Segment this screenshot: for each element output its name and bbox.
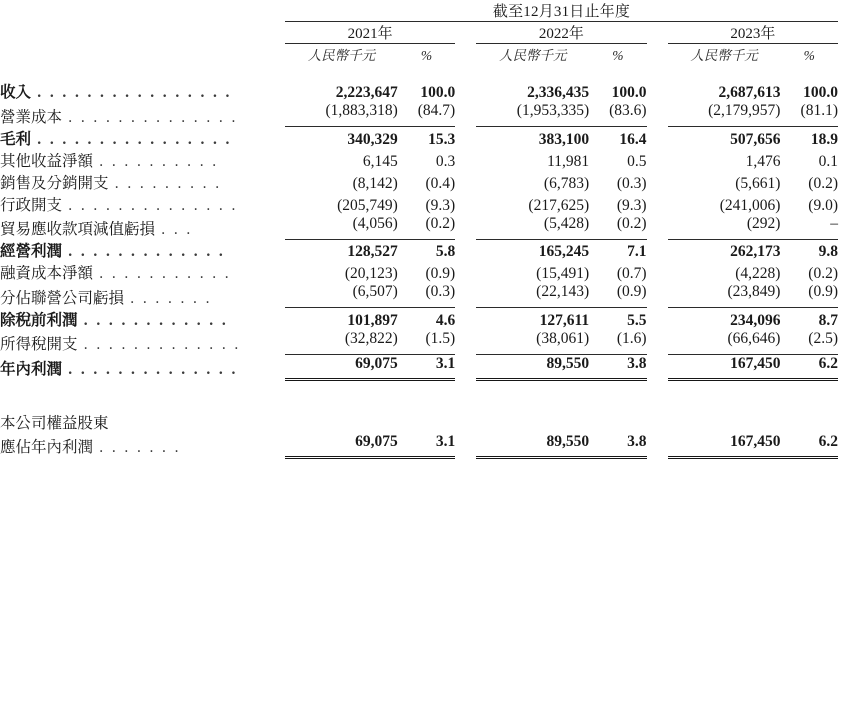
amount-2023: 262,173 <box>730 243 781 260</box>
header-period-title: 截至12月31日止年度 <box>285 0 838 22</box>
header-year-row <box>0 22 838 44</box>
column-gap <box>647 215 668 240</box>
footer-heading-blank <box>285 411 838 433</box>
leader-dots: . . . . . . . . . . . . . . . . <box>31 84 232 101</box>
footer-amount-2023: 167,450 <box>668 433 781 458</box>
amount-2021: (6,507) <box>285 283 398 308</box>
column-gap <box>455 239 476 261</box>
row-label-text: 收入 <box>0 84 32 101</box>
leader-dots: . . . . . . . . . . . . . . <box>62 196 238 214</box>
column-gap <box>455 330 476 355</box>
amount-2023: 234,096 <box>730 311 781 329</box>
row-label-text: 貿易應收款項減值虧損 <box>0 221 156 238</box>
table-row <box>0 193 838 215</box>
table-body <box>0 80 838 379</box>
row-label-text: 經營利潤 <box>0 243 63 260</box>
leader-dots: . . . . . . . . . . . . <box>77 311 229 329</box>
leader-dots: . . . . . . . . . <box>108 174 222 192</box>
table-row <box>0 149 838 171</box>
header-body-spacer <box>0 64 838 80</box>
percent-2022: 5.5 <box>627 311 647 329</box>
amount-2023: (23,849) <box>668 283 781 308</box>
amount-2021: 6,145 <box>362 152 398 170</box>
leader-dots: . . . . . . . . . . <box>93 152 219 170</box>
header-percent-2022: % <box>612 48 624 63</box>
leader-dots: . . . . . . . . . . . . . . <box>62 108 238 126</box>
column-gap <box>455 149 476 171</box>
column-gap <box>647 171 668 193</box>
percent-2021: (84.7) <box>398 102 455 127</box>
footer-amount-2022: 89,550 <box>476 433 589 458</box>
amount-2021: (32,822) <box>285 330 398 355</box>
column-gap <box>647 239 668 261</box>
amount-2023: 1,476 <box>745 152 781 170</box>
table-row <box>0 215 838 240</box>
column-gap <box>647 102 668 127</box>
row-label-income-tax-expense <box>0 330 285 355</box>
row-label-profit-before-tax <box>0 308 285 330</box>
column-gap <box>647 149 668 171</box>
header-unit-2023: 人民幣千元 <box>690 48 758 63</box>
percent-2023: 9.8 <box>818 243 838 260</box>
footer-amount-2021: 69,075 <box>285 433 398 458</box>
percent-2021: (0.4) <box>425 174 456 192</box>
row-label-administrative-expenses <box>0 193 285 215</box>
header-year-2023: 2023年 <box>668 22 838 44</box>
header-unit-row <box>0 44 838 65</box>
row-label-impairment-trade-receivables <box>0 215 285 240</box>
footer-total-label <box>0 433 285 458</box>
footer-percent-2023: 6.2 <box>780 433 838 458</box>
percent-2021: (0.2) <box>398 215 455 240</box>
amount-2022: 165,245 <box>538 243 590 260</box>
percent-2023: (0.9) <box>780 283 838 308</box>
percent-2022: (9.3) <box>616 196 647 214</box>
table-row <box>0 80 838 102</box>
column-gap <box>647 261 668 283</box>
row-label-text: 銷售及分銷開支 <box>0 174 109 192</box>
percent-2023: (9.0) <box>808 196 838 214</box>
amount-2023: (66,646) <box>668 330 781 355</box>
percent-2021: (0.3) <box>398 283 455 308</box>
percent-2023: 100.0 <box>803 84 838 101</box>
leader-dots: . . . . . . . . . . . . . <box>62 243 226 260</box>
row-label-text: 營業成本 <box>0 108 63 126</box>
column-gap <box>455 433 476 458</box>
percent-2021: 3.1 <box>398 354 455 379</box>
column-gap <box>455 215 476 240</box>
header-corner-blank <box>0 0 285 22</box>
header-gap-2 <box>647 22 668 44</box>
amount-2022: (5,428) <box>476 215 589 240</box>
percent-2022: (83.6) <box>589 102 646 127</box>
percent-2021: 0.3 <box>435 152 456 170</box>
percent-2023: (2.5) <box>780 330 838 355</box>
leader-dots: . . . . . . . . . . . . . . . . <box>31 130 232 148</box>
percent-2023: (0.2) <box>808 265 838 282</box>
leader-dots: . . . . . . . . . . . . . . <box>62 361 238 378</box>
percent-2023: (81.1) <box>780 102 838 127</box>
footer-percent-2022: 3.8 <box>589 433 646 458</box>
amount-2022: 383,100 <box>538 130 590 148</box>
percent-2023: 0.1 <box>818 152 838 170</box>
percent-2022: 3.8 <box>589 354 646 379</box>
percent-2022: (0.7) <box>616 265 647 282</box>
table-row <box>0 102 838 127</box>
amount-2022: (6,783) <box>543 174 590 192</box>
amount-2023: (5,661) <box>735 174 781 192</box>
percent-2021: 100.0 <box>420 84 456 101</box>
amount-2023: (241,006) <box>719 196 781 214</box>
leader-dots: . . . . . . . <box>124 289 212 307</box>
header-gap-4 <box>647 44 668 65</box>
percent-2022: 100.0 <box>611 84 647 101</box>
column-gap <box>647 127 668 149</box>
percent-2021: (0.9) <box>425 265 456 282</box>
footer-total-row <box>0 433 838 458</box>
amount-2021: (1,883,318) <box>285 102 398 127</box>
column-gap <box>455 193 476 215</box>
row-label-profit-for-the-year <box>0 354 285 379</box>
header-unit-2021: 人民幣千元 <box>307 48 376 63</box>
row-label-text: 其他收益淨額 <box>0 152 94 170</box>
footer-spacer <box>0 379 838 411</box>
table-row <box>0 308 838 330</box>
row-label-text: 年內利潤 <box>0 361 63 378</box>
amount-2021: (4,056) <box>285 215 398 240</box>
row-label-revenue <box>0 80 285 102</box>
amount-2021: 2,223,647 <box>335 84 398 101</box>
amount-2022: (22,143) <box>476 283 589 308</box>
column-gap <box>647 283 668 308</box>
percent-2022: (0.9) <box>589 283 646 308</box>
column-gap <box>647 193 668 215</box>
column-gap <box>647 308 668 330</box>
table-row <box>0 283 838 308</box>
amount-2022: 2,336,435 <box>527 84 590 101</box>
header-unit-2022: 人民幣千元 <box>498 48 567 63</box>
table-footer-block <box>0 379 838 457</box>
footer-total-label-text: 應佔年內利潤 <box>0 439 94 456</box>
row-label-text: 分佔聯營公司虧損 <box>0 289 125 307</box>
column-gap <box>647 80 668 102</box>
percent-2023: 8.7 <box>818 311 838 329</box>
amount-2021: (205,749) <box>337 196 398 214</box>
percent-2022: 0.5 <box>627 152 647 170</box>
amount-2023: (292) <box>668 215 781 240</box>
row-label-text: 除稅前利潤 <box>0 311 78 329</box>
percent-2023: 6.2 <box>780 354 838 379</box>
row-label-other-income-net <box>0 149 285 171</box>
column-gap <box>455 102 476 127</box>
amount-2022: (1,953,335) <box>476 102 589 127</box>
percent-2021: 15.3 <box>428 130 456 148</box>
percent-2023: 18.9 <box>810 130 838 148</box>
header-period-row <box>0 0 838 22</box>
amount-2021: 340,329 <box>347 130 398 148</box>
header-year-2021: 2021年 <box>285 22 455 44</box>
row-label-operating-profit <box>0 239 285 261</box>
header-unit-blank <box>0 44 285 65</box>
amount-2021: 101,897 <box>347 311 398 329</box>
table-row <box>0 239 838 261</box>
amount-2023: (2,179,957) <box>668 102 781 127</box>
percent-2021: (9.3) <box>425 196 456 214</box>
column-gap <box>455 354 476 379</box>
percent-2022: 16.4 <box>619 130 647 148</box>
column-gap <box>455 283 476 308</box>
leader-dots: . . . . . . . . . . . <box>93 265 232 282</box>
row-label-text: 融資成本淨額 <box>0 265 94 282</box>
leader-dots: . . . . . . . . . . . . . <box>77 336 241 353</box>
footer-heading-row <box>0 411 838 433</box>
percent-2022: 7.1 <box>627 243 647 260</box>
amount-2023: 167,450 <box>668 354 781 379</box>
column-gap <box>455 308 476 330</box>
percent-2023: (0.2) <box>808 174 838 192</box>
table-row <box>0 261 838 283</box>
amount-2022: 127,611 <box>539 311 590 329</box>
leader-dots: . . . <box>155 221 193 238</box>
row-label-finance-costs-net <box>0 261 285 283</box>
table-row <box>0 127 838 149</box>
row-label-cost-of-sales <box>0 102 285 127</box>
column-gap <box>455 127 476 149</box>
amount-2021: (20,123) <box>344 265 398 282</box>
column-gap <box>455 80 476 102</box>
table-row <box>0 171 838 193</box>
amount-2022: (15,491) <box>536 265 590 282</box>
header-year-blank <box>0 22 285 44</box>
header-gap-1 <box>455 22 476 44</box>
amount-2021: 128,527 <box>347 243 398 260</box>
amount-2023: (4,228) <box>735 265 781 282</box>
row-label-selling-distribution-expenses <box>0 171 285 193</box>
table-row <box>0 330 838 355</box>
header-percent-2023: % <box>803 48 815 63</box>
footer-percent-2021: 3.1 <box>398 433 455 458</box>
row-label-gross-profit <box>0 127 285 149</box>
amount-2023: 2,687,613 <box>718 84 781 101</box>
percent-2022: (0.3) <box>616 174 647 192</box>
percent-2023: – <box>780 215 838 240</box>
column-gap <box>647 330 668 355</box>
column-gap <box>455 261 476 283</box>
amount-2023: 507,656 <box>730 130 781 148</box>
row-label-share-of-loss-associates <box>0 283 285 308</box>
footer-heading-label: 本公司權益股東 <box>0 414 109 432</box>
row-label-text: 所得稅開支 <box>0 336 78 353</box>
header-year-2022: 2022年 <box>476 22 646 44</box>
amount-2022: (38,061) <box>476 330 589 355</box>
percent-2022: (1.6) <box>589 330 646 355</box>
percent-2022: (0.2) <box>589 215 646 240</box>
column-gap <box>647 354 668 379</box>
amount-2022: 89,550 <box>476 354 589 379</box>
table-row <box>0 354 838 379</box>
column-gap <box>455 171 476 193</box>
percent-2021: (1.5) <box>398 330 455 355</box>
footer-leader-dots: . . . . . . . <box>93 439 181 456</box>
header-gap-3 <box>455 44 476 65</box>
row-label-text: 毛利 <box>0 130 32 148</box>
amount-2021: 69,075 <box>285 354 398 379</box>
amount-2022: (217,625) <box>528 196 590 214</box>
amount-2022: 11,981 <box>547 152 590 170</box>
header-percent-2021: % <box>420 48 433 63</box>
row-label-text: 行政開支 <box>0 196 63 214</box>
column-gap <box>647 433 668 458</box>
percent-2021: 4.6 <box>435 311 456 329</box>
percent-2021: 5.8 <box>435 243 456 260</box>
amount-2021: (8,142) <box>352 174 398 192</box>
